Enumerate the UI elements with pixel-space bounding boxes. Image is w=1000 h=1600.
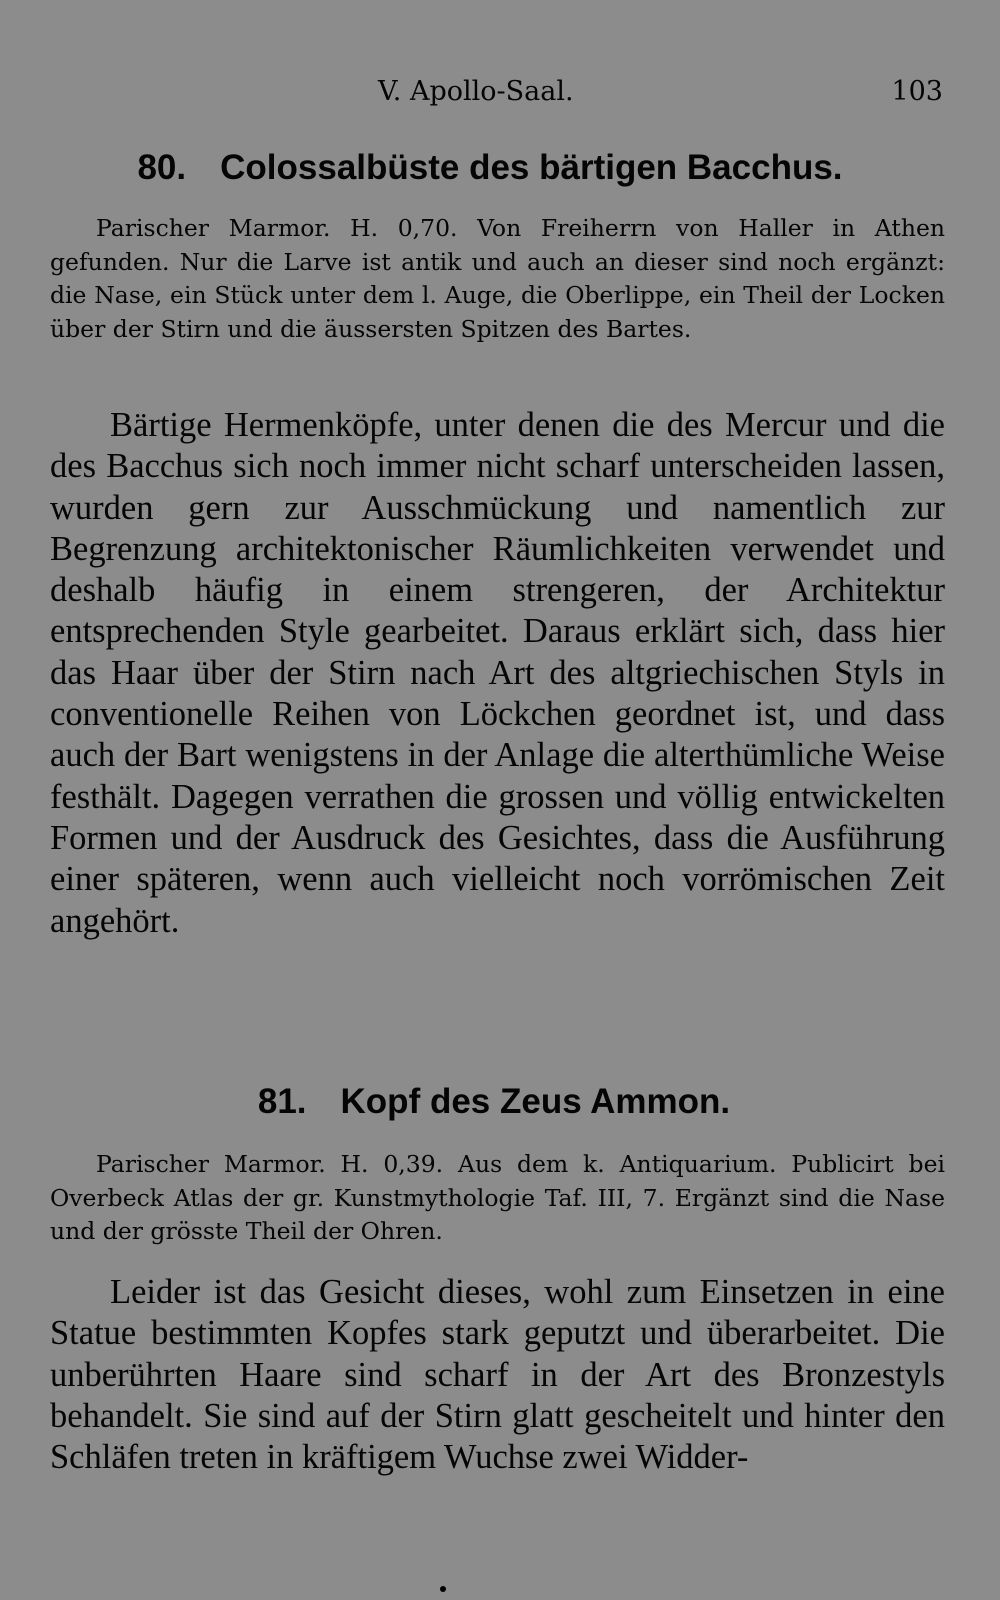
- entry-81-meta: Parischer Marmor. H. 0,39. Aus dem k. Antiquarium. Publicirt bei Overbeck Atlas der gr. Kunstmythologie Taf. III, 7. Ergänzt sind die Nase und der grösste Theil der Ohren.: [50, 1150, 945, 1245]
- entry-81-title: Kopf des Zeus Ammon.: [340, 1082, 731, 1121]
- entry-80-text: Bärtige Hermenköpfe, unter denen die des Mercur und die des Bacchus sich noch immer nicht scharf unterscheiden lassen, wurden gern zur Ausschmückung und namentlich zur Begrenzung architektonischer Räumlichkeiten verwendet und deshalb häufig in einem strengeren, der Architektur entsprechenden Style gearbeitet. Daraus erklärt sich, dass hier das Haar über der Stirn nach Art des altgriechischen Styls in conventionelle Reihen von Löckchen geordnet ist, und dass auch der Bart wenigstens in der Anlage die alterthümliche Weise festhält. Dagegen verrathen die grossen und völlig entwickelten Formen und der Ausdruck des Gesichtes, dass die Ausführung einer späteren, wenn auch vielleicht noch vorrömischen Zeit angehört.: [50, 406, 945, 940]
- entry-81-number: 81.: [257, 1082, 307, 1121]
- entry-80-meta: Parischer Marmor. H. 0,70. Von Freiherrn von Haller in Athen gefunden. Nur die Larve ist antik und auch an dieser sind noch ergänzt: die Nase, ein Stück unter dem l. Auge, die Oberlippe, ein Theil der Locken über der Stirn und die äussersten Spitzen des Bartes.: [50, 214, 945, 343]
- entry-81-text: Leider ist das Gesicht dieses, wohl zum Einsetzen in eine Statue bestimmten Kopfes stark geputzt und überarbeitet. Die unberührten Haare sind scharf in der Art des Bronzestyls behandelt. Sie sind auf der Stirn glatt gescheitelt und hinter den Schläfen treten in kräftigem Wuchse zwei Widder-: [50, 1273, 945, 1477]
- entry-81-heading: [0, 1082, 994, 1122]
- entry-80-title: Colossalbüste des bärtigen Bacchus.: [220, 148, 843, 187]
- entry-80-number: 80.: [137, 148, 187, 187]
- running-head: [0, 76, 1000, 116]
- entry-80-heading: [0, 148, 990, 188]
- page-number: 103: [891, 76, 943, 107]
- running-head-section: V. Apollo-Saal.: [378, 76, 574, 107]
- ink-speck: [440, 1586, 446, 1592]
